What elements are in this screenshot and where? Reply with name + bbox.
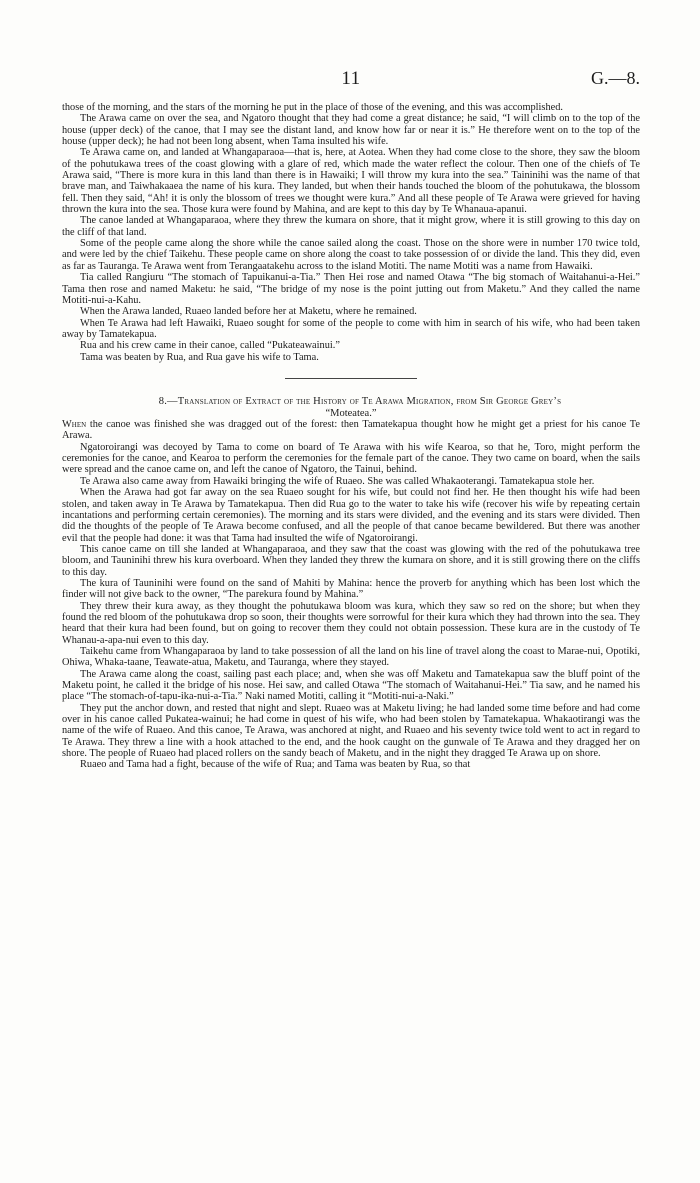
paragraph-text: the canoe was finished she was dragged out of the forest: then Tamatekapua thought how he might get a priest for his canoe Te Arawa. <box>62 419 640 442</box>
paragraph <box>62 419 640 442</box>
paragraph: Tama was beaten by Rua, and Rua gave his wife to Tama. <box>80 351 319 363</box>
page-number: 11 <box>341 68 361 89</box>
opening-word: When <box>62 419 87 431</box>
paragraph: Tia called Rangiuru “The stomach of Tapuikanui-a-Tia.” Then Hei rose and named Otawa “The big stomach of Waitahanui-a-Hei.” Tama then rose and named Maketu: he said, “The bridge of my nose is the point jutting out from Maketu.” And they called the name Motiti-nui-a-Kahu. <box>62 272 640 306</box>
paragraph: Te Arawa came on, and landed at Whangaparaoa—that is, here, at Aotea. When they had come close to the shore, they saw the bloom of the pohutukawa trees of the coast glowing with a glare of red, which made the water reflect the colour. Then one of the chiefs of Te Arawa said, “There is more kura in this land than there is in Hawaiki; I will throw my kura into the sea.” Taininihi was the name of that brave man, and Taiwhakaaea the name of his kura. They landed, but when their hands touched the bloom of the pohutukawa, the blossom fell. Then they said, “Ah! it is only the blossom of trees we thought were kura.” And all these people of Te Arawa were grieved for having thrown the kura into the sea. Those kura were found by Mahina, and are kept to this day by Te Whanaua-apanui. <box>62 147 640 216</box>
document-reference: G.—8. <box>591 68 640 88</box>
section-heading-line-1: 8.—Translation of Extract of the History of Te Arawa Migration, from Sir George Grey’s <box>158 395 562 407</box>
paragraph: When Te Arawa had left Hawaiki, Ruaeo sought for some of the people to come with him in search of his wife, who had been taken away by Tamatekapua. <box>62 317 640 340</box>
paragraph: The kura of Tauninihi were found on the sand of Mahiti by Mahina: hence the proverb for anything which has been lost which the finder will not give back to the owner, “The parekura found by Mahina.” <box>62 577 640 601</box>
paragraph: Ngatoroirangi was decoyed by Tama to come on board of Te Arawa with his wife Kearoa, so that he, Toro, might perform the ceremonies for the canoe, and Kearoa to perform the ceremonies for the female part of the canoe. They two came on board, when the sails were spread and the canoe came on, and left the canoe of Ngatoro, the Tainui, behind. <box>62 441 640 476</box>
paragraph: The Arawa came on over the sea, and Ngatoro thought that they had come a great distance; he said, “I will climb on to the top of the house (upper deck) of the canoe, that I may see the distant land, and know how far or near it is.” He therefore went on to the top of the house (upper deck); he had not been long absent, when Tama insulted his wife. <box>62 113 640 148</box>
paragraph: Rua and his crew came in their canoe, called “Pukateawainui.” <box>80 340 340 352</box>
paragraph: The canoe landed at Whangaparaoa, where they threw the kumara on shore, that it might grow, where it is still growing to this day on the cliff of that land. <box>62 215 640 238</box>
paragraph: Some of the people came along the shore while the canoe sailed along the coast. Those on the shore were in number 170 twice told, and were led by the chief Taikehu. These people came on shore along the coast to take possession of or divide the land. This they did, even as far as Tauranga. Te Arawa went from Terangaatakehu across to the island Motiti. The name Motiti was a name from Hawaiki. <box>62 238 640 272</box>
paragraph: When the Arawa landed, Ruaeo landed before her at Maketu, where he remained. <box>80 306 417 318</box>
paragraph: They threw their kura away, as they thought the pohutukawa bloom was kura, which they saw so red on the shore; but when they found the red bloom of the pohutukawa drop so soon, their thoughts were sorrowful for their kura which they had thrown into the sea. They heard that their kura had been found, but on going to recover them they could not obtain possession. These kura are in the custody of Te Whanau-a-apa-nui even to this day. <box>62 600 640 646</box>
paragraph: Taikehu came from Whangaparaoa by land to take possession of all the land on his line of travel along the coast to Marae-nui, Opotiki, Ohiwa, Whaka-taane, Teawate-atua, Maketu, and Tauranga, where they stayed. <box>62 645 640 669</box>
paragraph: They put the anchor down, and rested that night and slept. Ruaeo was at Maketu living; he had landed some time before and had come over in his canoe called Pukatea-wainui; he had come in quest of his wife, who had been stolen by Tamatekapua. Whakaotirangi was the name of the wife of Ruaeo. And this canoe, Te Arawa, was anchored at night, and Ruaeo and his seventy twice told went to act in regard to Te Arawa. They threw a line with a hook attached to the end, and the hook caught on the gunwale of Te Arawa and they dragged her on shore. The people of Ruaeo had placed rollers on the sandy beach of Maketu, and in the night they dragged Te Arawa up on shore. <box>62 702 640 760</box>
section-divider <box>285 378 417 379</box>
page-header <box>62 68 640 90</box>
section-heading <box>62 396 640 419</box>
paragraph: Te Arawa also came away from Hawaiki bringing the wife of Ruaeo. She was called Whakaoterangi. Tamatekapua stole her. <box>80 475 595 487</box>
paragraph: The Arawa came along the coast, sailing past each place; and, when she was off Maketu and Tamatekapua saw the bluff point of the Maketu point, he called it the bridge of his nose. Hei saw, and called Otawa “The stomach of Waitahanui-Hei.” Tia saw, and he named his place “The stomach-of-tapu-ika-nui-a-Tia.” Naki named Motiti, calling it “Motiti-nui-a-Naki.” <box>62 668 640 703</box>
paragraph: those of the morning, and the stars of the morning he put in the place of those of the evening, and this was accomplished. <box>62 102 563 113</box>
paragraph: This canoe came on till she landed at Whangaparaoa, and they saw that the coast was glowing with the red of the pohutukawa tree bloom, and Tauninihi threw his kura overboard. When they landed they threw the kumara on shore, and it is still growing there on the cliffs to this day. <box>62 543 640 578</box>
section-8 <box>62 396 640 771</box>
document-body <box>62 102 640 771</box>
section-heading-line-2: “Moteatea.” <box>325 407 377 419</box>
paragraph: When the Arawa had got far away on the sea Ruaeo sought for his wife, but could not find her. He then thought his wife had been stolen, and taken away in Te Arawa by Tamatekapua. Then did Rua go to the water to take his wife (recover his wife by repeating certain incantations and performing certain ceremonies). The morning and its stars were divided, and the evening and its stars were divided. Then did the thoughts of the people of Te Arawa become confused, and all the people of that canoe became bewildered. But there was another evil that the people had done: it was that Tama had insulted the wife of Ngatoroirangi. <box>62 487 640 544</box>
paragraph: Ruaeo and Tama had a fight, because of the wife of Rua; and Tama was beaten by Rua, so that <box>80 759 471 771</box>
section-continued-text <box>62 102 640 363</box>
